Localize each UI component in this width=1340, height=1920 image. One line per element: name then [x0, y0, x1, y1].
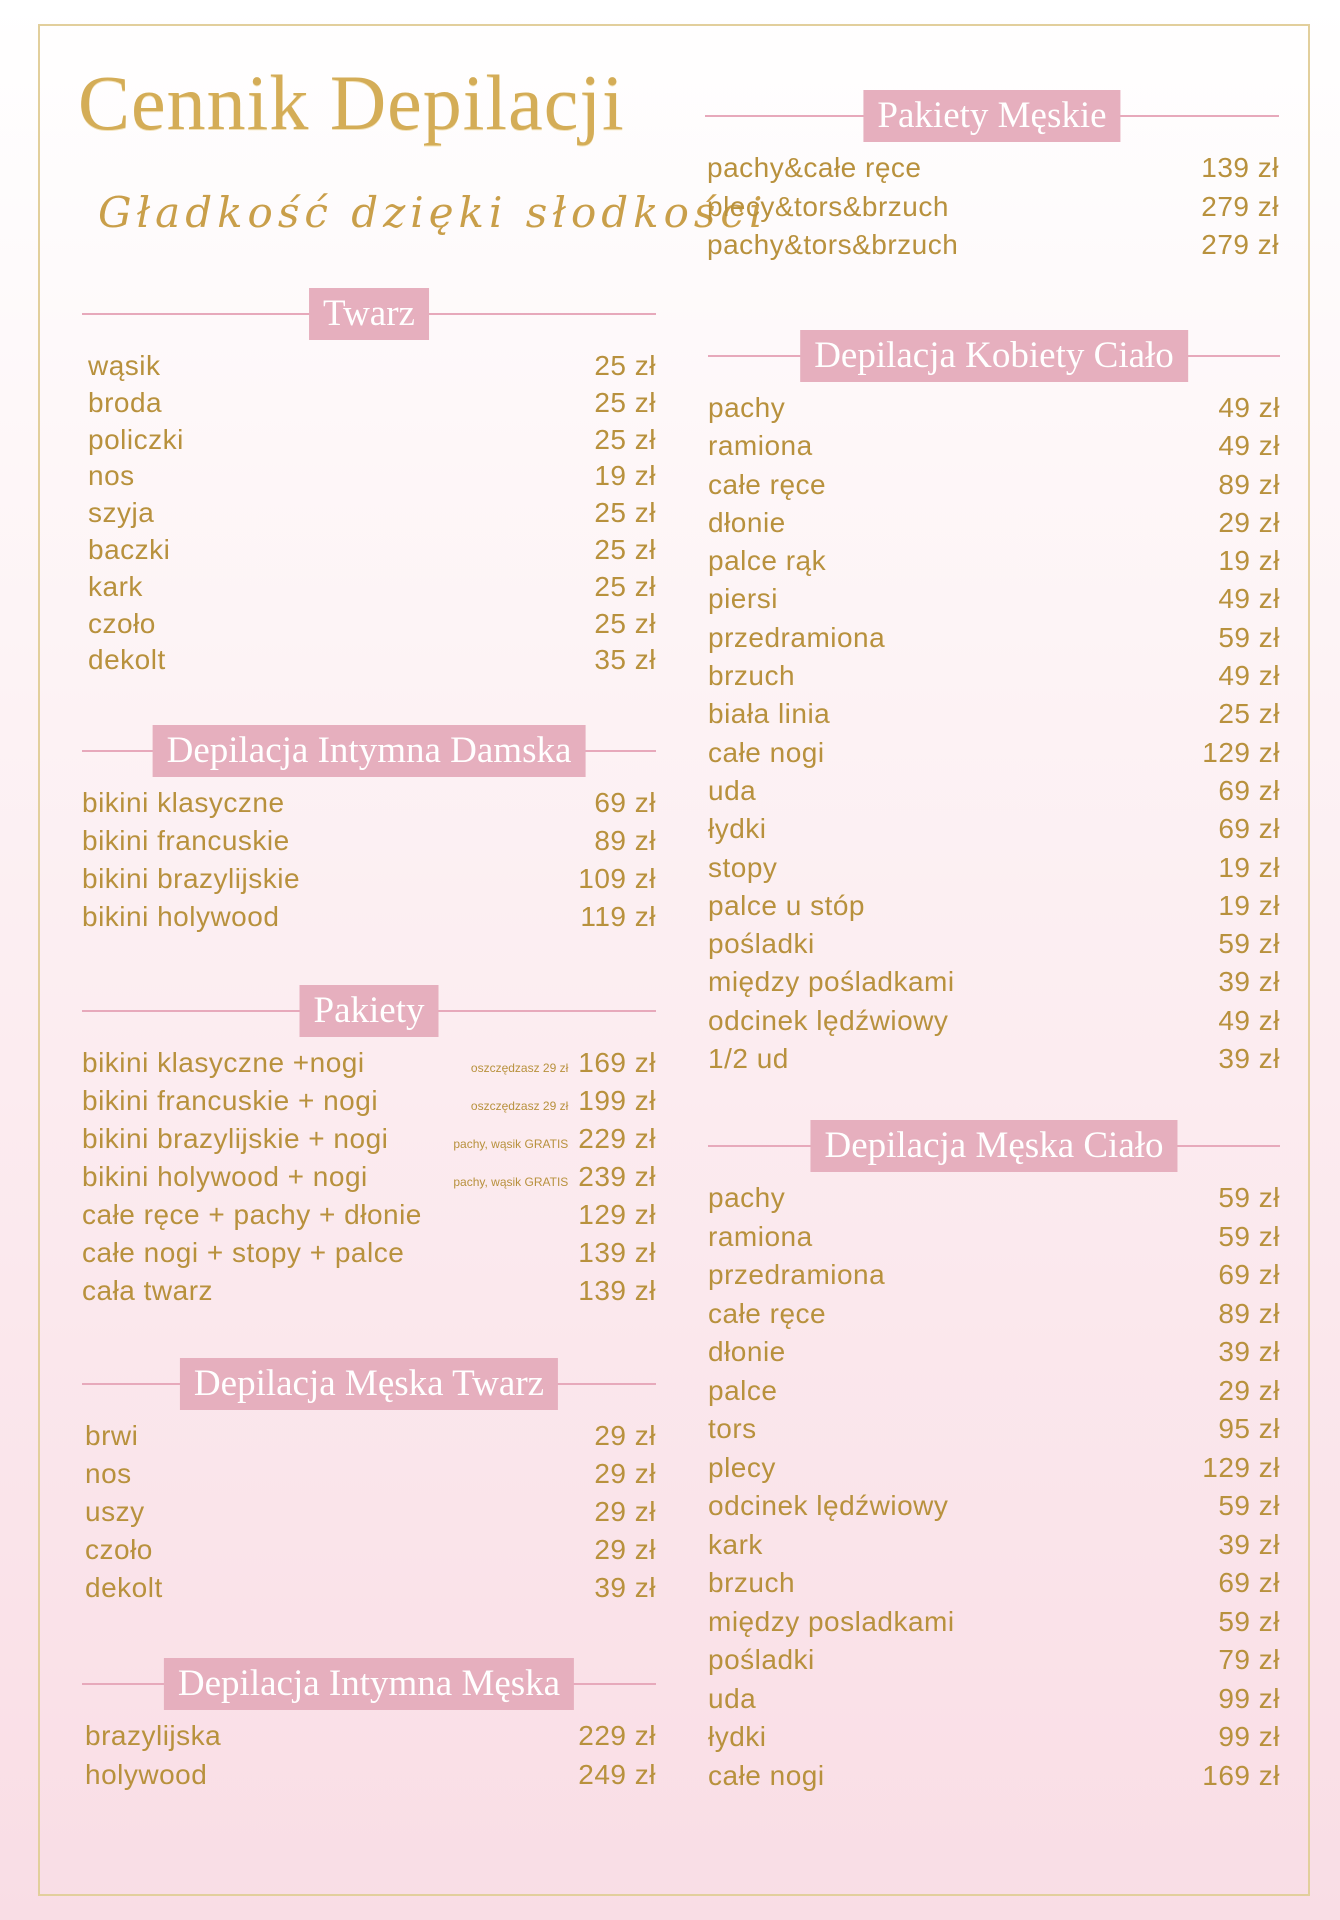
price-row: [82, 1759, 656, 1798]
service-name: uda: [708, 1682, 757, 1714]
service-price: 59 zł: [1218, 1490, 1280, 1521]
price-row: [82, 1420, 656, 1458]
section-title: Depilacja Męska Twarz: [180, 1358, 558, 1410]
price-row: [708, 852, 1280, 890]
service-name: bikini brazylijskie: [82, 863, 301, 894]
service-price: 129 zł: [1202, 736, 1280, 768]
service-name: brwi: [85, 1420, 139, 1451]
service-price: 29 zł: [594, 1534, 656, 1565]
price-row: [82, 1123, 656, 1161]
price-list: [82, 1047, 656, 1313]
service-price: 69 zł: [1218, 813, 1280, 845]
price-row: [708, 469, 1280, 507]
service-name: dłonie: [708, 506, 786, 538]
price-list: [82, 350, 656, 681]
price-row: [708, 392, 1280, 430]
price-row: [708, 775, 1280, 813]
service-price: 39 zł: [1218, 1043, 1280, 1075]
price-row: [82, 608, 656, 645]
service-price: 139 zł: [578, 1275, 656, 1306]
service-name: całe nogi + stopy + palce: [82, 1237, 405, 1268]
price-row: [82, 1572, 656, 1610]
service-name: bikini francuskie: [82, 825, 290, 856]
service-price: 25 zł: [594, 423, 656, 455]
service-name: bikini holywood: [82, 901, 280, 932]
service-price: 19 zł: [1218, 545, 1280, 577]
service-price: 25 zł: [594, 386, 656, 418]
price-row: [708, 1375, 1280, 1414]
service-price: 39 zł: [1218, 1528, 1280, 1560]
service-price: 119 zł: [580, 901, 656, 932]
price-row: [708, 583, 1280, 621]
service-name: całe ręce + pachy + dłonie: [82, 1199, 422, 1230]
price-section: [82, 725, 656, 939]
price-row: [82, 825, 656, 863]
service-price: 59 zł: [1218, 928, 1280, 960]
section-header: [82, 725, 656, 777]
service-name: dekolt: [85, 1572, 163, 1603]
service-name: całe nogi: [708, 1759, 825, 1791]
service-price: 25 zł: [594, 497, 656, 529]
service-price: 25 zł: [594, 607, 656, 639]
service-note: pachy, wąsik GRATIS: [453, 1137, 569, 1151]
section-header: [82, 985, 656, 1037]
price-row: [82, 1496, 656, 1534]
service-price: 239 zł: [578, 1161, 656, 1192]
service-name: brazylijska: [85, 1720, 222, 1751]
service-price: 49 zł: [1218, 1004, 1280, 1036]
price-row: [708, 737, 1280, 775]
price-row: [708, 1043, 1280, 1081]
section-header: [82, 1658, 656, 1710]
service-name: między posladkami: [708, 1605, 955, 1637]
section-header: [708, 1120, 1280, 1172]
section-title: Pakiety Męskie: [863, 90, 1120, 142]
price-row: [705, 191, 1279, 230]
price-row: [708, 1567, 1280, 1606]
service-name: odcinek lędźwiowy: [708, 1490, 949, 1521]
service-price: 59 zł: [1218, 621, 1280, 653]
price-row: [82, 787, 656, 825]
service-price: 49 zł: [1218, 583, 1280, 615]
service-note: pachy, wąsik GRATIS: [453, 1175, 569, 1189]
service-name: łydki: [708, 1721, 767, 1752]
price-row: [708, 1721, 1280, 1760]
price-row: [708, 1644, 1280, 1683]
price-row: [82, 1237, 656, 1275]
service-name: bikini klasyczne +nogi: [82, 1047, 365, 1078]
price-row: [708, 1259, 1280, 1298]
section-header: [708, 330, 1280, 382]
service-name: pośladki: [708, 928, 815, 960]
service-price: 169 zł: [578, 1047, 656, 1078]
service-name: pachy&tors&brzuch: [707, 229, 959, 260]
price-row: [708, 660, 1280, 698]
service-price: 99 zł: [1218, 1682, 1280, 1714]
service-price: 79 zł: [1218, 1644, 1280, 1675]
service-price: 25 zł: [594, 570, 656, 602]
price-section: [708, 330, 1280, 1081]
service-name: tors: [708, 1413, 757, 1444]
service-note: oszczędzasz 29 zł: [470, 1061, 569, 1075]
price-row: [82, 1275, 656, 1313]
service-price: 229 zł: [578, 1720, 656, 1751]
price-row: [708, 430, 1280, 468]
service-price: 35 zł: [594, 644, 656, 676]
service-name: bikini klasyczne: [82, 787, 285, 818]
service-name: przedramiona: [708, 1259, 886, 1290]
service-name: między pośladkami: [708, 966, 955, 998]
service-name: łydki: [708, 813, 767, 845]
service-name: ramiona: [708, 430, 813, 462]
price-row: [708, 1221, 1280, 1260]
service-name: bikini francuskie + nogi: [82, 1085, 379, 1116]
service-price: 49 zł: [1218, 392, 1280, 423]
service-name: przedramiona: [708, 621, 886, 653]
price-section: [82, 985, 656, 1313]
price-row: [708, 928, 1280, 966]
service-name: palce rąk: [708, 545, 827, 577]
service-price: 39 zł: [594, 1572, 656, 1603]
service-name: czoło: [88, 607, 156, 639]
section-title: Depilacja Kobiety Ciało: [800, 330, 1188, 382]
price-section: [708, 1120, 1280, 1798]
price-row: [82, 571, 656, 608]
service-name: cała twarz: [82, 1275, 214, 1306]
service-name: kark: [708, 1528, 763, 1560]
service-price: 109 zł: [578, 863, 656, 894]
service-price: 69 zł: [594, 787, 656, 818]
service-price: 39 zł: [1218, 1336, 1280, 1367]
service-name: stopy: [708, 851, 778, 883]
service-price: 199 zł: [578, 1085, 656, 1116]
service-name: broda: [88, 386, 163, 418]
service-price: 89 zł: [594, 825, 656, 856]
service-price: 49 zł: [1218, 660, 1280, 692]
service-name: uda: [708, 774, 757, 806]
price-row: [708, 1529, 1280, 1568]
price-row: [708, 813, 1280, 851]
service-name: plecy: [708, 1451, 776, 1483]
service-price: 129 zł: [1202, 1451, 1280, 1483]
service-price: 59 zł: [1218, 1220, 1280, 1252]
service-name: uszy: [85, 1496, 145, 1527]
price-section: [705, 90, 1279, 268]
service-name: pachy: [708, 392, 786, 423]
price-section: [82, 288, 656, 681]
price-row: [708, 966, 1280, 1004]
service-name: ramiona: [708, 1220, 813, 1252]
section-header: [705, 90, 1279, 142]
service-price: 279 zł: [1201, 229, 1279, 260]
service-price: 25 zł: [594, 533, 656, 565]
service-name: policzki: [88, 423, 184, 455]
price-row: [82, 901, 656, 939]
service-name: całe ręce: [708, 1297, 827, 1329]
service-name: czoło: [85, 1534, 153, 1565]
price-row: [708, 890, 1280, 928]
price-row: [82, 644, 656, 681]
price-row: [708, 1005, 1280, 1043]
price-row: [708, 1760, 1280, 1799]
service-price: 29 zł: [1218, 506, 1280, 538]
service-name: holywood: [85, 1759, 208, 1790]
service-name: pachy: [708, 1182, 786, 1213]
service-price: 29 zł: [594, 1496, 656, 1527]
price-row: [705, 229, 1279, 268]
service-name: dłonie: [708, 1336, 786, 1367]
service-name: odcinek lędźwiowy: [708, 1004, 949, 1036]
price-row: [82, 863, 656, 901]
service-price: 99 zł: [1218, 1721, 1280, 1752]
price-section: [82, 1358, 656, 1610]
service-price: 39 zł: [1218, 966, 1280, 998]
section-title: Depilacja Intymna Damska: [153, 725, 586, 777]
price-row: [82, 1720, 656, 1759]
price-list: [82, 1720, 656, 1798]
section-title: Twarz: [309, 288, 429, 340]
page-title: Cennik Depilacji: [78, 59, 625, 146]
price-row: [708, 622, 1280, 660]
price-row: [708, 1490, 1280, 1529]
service-price: 19 zł: [1218, 851, 1280, 883]
section-header: [82, 1358, 656, 1410]
service-price: 95 zł: [1218, 1413, 1280, 1444]
price-row: [82, 1199, 656, 1237]
price-row: [82, 497, 656, 534]
price-row: [82, 460, 656, 497]
price-row: [708, 1298, 1280, 1337]
service-name: pośladki: [708, 1644, 815, 1675]
price-list: [708, 1182, 1280, 1798]
service-price: 279 zł: [1201, 190, 1279, 222]
service-price: 139 zł: [1201, 152, 1279, 183]
service-price: 69 zł: [1218, 1567, 1280, 1598]
service-name: nos: [85, 1458, 132, 1489]
service-price: 25 zł: [594, 350, 656, 381]
section-title: Depilacja Intymna Męska: [164, 1658, 574, 1710]
service-name: palce: [708, 1374, 778, 1406]
price-row: [82, 350, 656, 387]
service-price: 59 zł: [1218, 1605, 1280, 1637]
price-row: [82, 534, 656, 571]
service-price: 129 zł: [578, 1199, 656, 1230]
service-name: bikini brazylijskie + nogi: [82, 1123, 389, 1154]
price-row: [708, 507, 1280, 545]
service-name: pachy&całe ręce: [707, 152, 922, 183]
service-name: piersi: [708, 583, 778, 615]
service-price: 69 zł: [1218, 774, 1280, 806]
price-row: [708, 1413, 1280, 1452]
page-subtitle: Gładkość dzięki słodkości: [98, 188, 768, 237]
price-list: [82, 787, 656, 939]
service-name: brzuch: [708, 660, 796, 692]
price-row: [708, 1606, 1280, 1645]
service-name: całe ręce: [708, 468, 827, 500]
price-list: [708, 392, 1280, 1081]
service-name: kark: [88, 570, 143, 602]
service-price: 169 zł: [1202, 1759, 1280, 1791]
section-title: Depilacja Męska Ciało: [810, 1120, 1177, 1172]
service-price: 249 zł: [578, 1759, 656, 1790]
service-price: 89 zł: [1218, 468, 1280, 500]
section-header: [82, 288, 656, 340]
service-price: 19 zł: [1218, 889, 1280, 921]
service-name: dekolt: [88, 644, 166, 676]
service-price: 89 zł: [1218, 1297, 1280, 1329]
price-row: [708, 545, 1280, 583]
price-list: [705, 152, 1279, 268]
service-name: nos: [88, 460, 135, 492]
price-row: [82, 1047, 656, 1085]
service-name: wąsik: [88, 350, 161, 381]
service-name: brzuch: [708, 1567, 796, 1598]
service-price: 49 zł: [1218, 430, 1280, 462]
service-price: 229 zł: [578, 1123, 656, 1154]
price-row: [708, 1683, 1280, 1722]
service-name: baczki: [88, 533, 171, 565]
price-row: [82, 1085, 656, 1123]
service-name: bikini holywood + nogi: [82, 1161, 368, 1192]
service-name: szyja: [88, 497, 155, 529]
service-price: 69 zł: [1218, 1259, 1280, 1290]
service-price: 29 zł: [1218, 1374, 1280, 1406]
price-list: [82, 1420, 656, 1610]
service-note: oszczędzasz 29 zł: [470, 1099, 569, 1113]
price-section: [82, 1658, 656, 1798]
service-price: 25 zł: [1218, 698, 1280, 730]
price-row: [708, 1182, 1280, 1221]
service-price: 19 zł: [594, 460, 656, 492]
service-price: 139 zł: [578, 1237, 656, 1268]
price-row: [705, 152, 1279, 191]
service-price: 29 zł: [594, 1420, 656, 1451]
price-row: [708, 698, 1280, 736]
service-price: 29 zł: [594, 1458, 656, 1489]
price-row: [82, 1161, 656, 1199]
price-row: [82, 1458, 656, 1496]
service-name: palce u stóp: [708, 889, 865, 921]
price-row: [708, 1452, 1280, 1491]
price-row: [82, 387, 656, 424]
service-name: całe nogi: [708, 736, 825, 768]
price-row: [82, 424, 656, 461]
service-price: 59 zł: [1218, 1182, 1280, 1213]
price-row: [708, 1336, 1280, 1375]
service-name: biała linia: [708, 698, 831, 730]
service-name: plecy&tors&brzuch: [707, 190, 949, 222]
section-title: Pakiety: [300, 985, 439, 1037]
price-row: [82, 1534, 656, 1572]
service-name: 1/2 ud: [708, 1043, 789, 1075]
